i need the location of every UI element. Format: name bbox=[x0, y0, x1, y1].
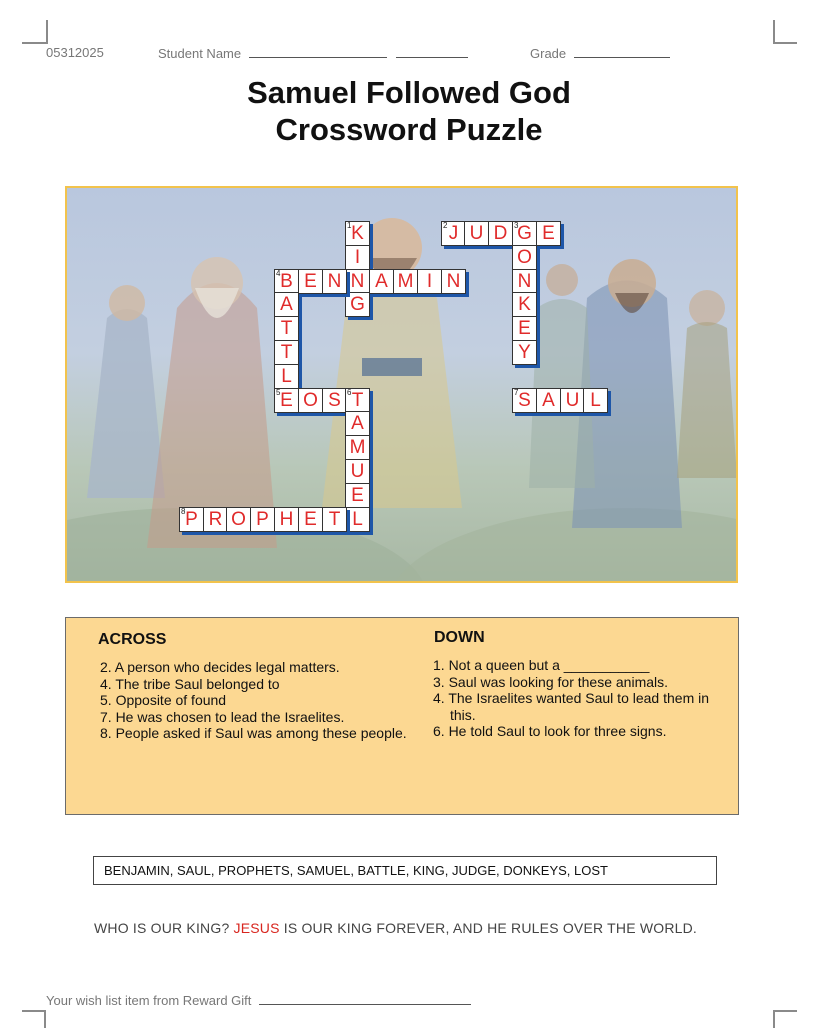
cell-letter: O bbox=[303, 390, 318, 411]
cell-letter: T bbox=[280, 342, 293, 363]
jesus-highlight: JESUS bbox=[233, 920, 280, 936]
crossword-cell[interactable] bbox=[322, 388, 347, 413]
background-illustration bbox=[67, 188, 738, 583]
clue-number: 5 bbox=[276, 388, 281, 397]
wish-list-blank[interactable] bbox=[259, 992, 471, 1005]
corner-mark-bottom-left bbox=[22, 1010, 46, 1028]
across-clue: 8. People asked if Saul was among these people. bbox=[100, 725, 407, 742]
student-name-label: Student Name bbox=[158, 46, 242, 61]
cell-letter: T bbox=[351, 390, 364, 411]
down-clue: 3. Saul was looking for these animals. bbox=[433, 673, 669, 690]
crossword-cell[interactable] bbox=[536, 221, 561, 246]
crossword-cell[interactable] bbox=[345, 459, 370, 484]
cell-letter: M bbox=[397, 271, 414, 292]
down-clue: 6. He told Saul to look for three signs. bbox=[433, 723, 667, 740]
crossword-cell[interactable] bbox=[464, 221, 489, 246]
cell-letter: K bbox=[351, 223, 364, 244]
down-clue-list bbox=[433, 657, 723, 740]
crossword-cell[interactable] bbox=[512, 292, 537, 317]
king-answer: IS OUR KING FOREVER, AND HE RULES OVER THE WORLD. bbox=[279, 920, 698, 936]
crossword-cell[interactable] bbox=[345, 411, 370, 436]
crossword-cell[interactable] bbox=[488, 221, 513, 246]
cell-letter: T bbox=[280, 318, 293, 339]
cell-letter: N bbox=[350, 271, 365, 292]
clue-number: 7 bbox=[514, 388, 519, 397]
cell-letter: H bbox=[279, 509, 294, 530]
cell-letter: A bbox=[280, 294, 293, 315]
crossword-cell[interactable] bbox=[512, 340, 537, 365]
student-name-blank-2[interactable] bbox=[396, 45, 468, 58]
crossword-cell[interactable] bbox=[512, 269, 537, 294]
clue-box bbox=[65, 617, 739, 815]
crossword-cell[interactable] bbox=[226, 507, 251, 532]
document-id: 05312025 bbox=[46, 45, 104, 60]
crossword-cell[interactable] bbox=[345, 507, 370, 532]
down-heading: DOWN bbox=[434, 629, 485, 646]
crossword-cell[interactable] bbox=[512, 245, 537, 270]
cell-letter: Y bbox=[518, 342, 531, 363]
cell-letter: K bbox=[518, 294, 531, 315]
cell-letter: D bbox=[493, 223, 508, 244]
cell-letter: O bbox=[517, 247, 532, 268]
cell-letter: O bbox=[231, 509, 246, 530]
cell-letter: N bbox=[446, 271, 461, 292]
cell-letter: E bbox=[542, 223, 555, 244]
grade-label: Grade bbox=[530, 46, 567, 61]
cell-letter: E bbox=[280, 390, 293, 411]
crossword-cell[interactable] bbox=[583, 388, 608, 413]
clue-number: 1 bbox=[347, 221, 352, 230]
crossword-cell[interactable] bbox=[274, 364, 299, 389]
across-clue-list bbox=[100, 659, 430, 742]
crossword-cell[interactable] bbox=[274, 507, 299, 532]
wish-list-label: Your wish list item from Reward Gift bbox=[46, 993, 252, 1008]
corner-mark-bottom-right bbox=[773, 1010, 797, 1028]
cell-letter: N bbox=[517, 271, 532, 292]
king-statement bbox=[94, 920, 697, 936]
cell-letter: L bbox=[352, 509, 363, 530]
crossword-cell[interactable] bbox=[274, 269, 299, 294]
grade-blank[interactable] bbox=[574, 45, 670, 58]
crossword-cell[interactable] bbox=[512, 221, 537, 246]
cell-letter: T bbox=[328, 509, 341, 530]
across-clue: 5. Opposite of found bbox=[100, 692, 227, 709]
cell-letter: P bbox=[256, 509, 269, 530]
crossword-cell[interactable] bbox=[274, 292, 299, 317]
crossword-illustration bbox=[65, 186, 738, 583]
crossword-cell[interactable] bbox=[274, 340, 299, 365]
cell-letter: I bbox=[426, 271, 433, 292]
cell-letter: A bbox=[351, 413, 364, 434]
cell-letter: I bbox=[354, 247, 361, 268]
across-clue: 2. A person who decides legal matters. bbox=[100, 659, 340, 675]
crossword-cell[interactable] bbox=[441, 221, 466, 246]
clue-number: 3 bbox=[514, 221, 519, 230]
corner-mark-top-left bbox=[22, 20, 48, 44]
word-bank: BENJAMIN, SAUL, PROPHETS, SAMUEL, BATTLE, KING, JUDGE, DONKEYS, LOST bbox=[93, 856, 717, 885]
crossword-cell[interactable] bbox=[417, 269, 442, 294]
crossword-cell[interactable] bbox=[322, 507, 347, 532]
grade-field[interactable] bbox=[530, 45, 670, 61]
cell-letter: E bbox=[518, 318, 531, 339]
down-clue: 4. The Israelites wanted Saul to lead them in this. bbox=[433, 690, 710, 723]
cell-letter: L bbox=[590, 390, 601, 411]
cell-letter: L bbox=[281, 366, 292, 387]
cell-letter: E bbox=[304, 271, 317, 292]
crossword-cell[interactable] bbox=[512, 316, 537, 341]
across-clue: 4. The tribe Saul belonged to bbox=[100, 675, 280, 692]
crossword-cell[interactable] bbox=[298, 507, 323, 532]
clue-number: 8 bbox=[181, 507, 186, 516]
cell-letter: B bbox=[280, 271, 293, 292]
cell-letter: U bbox=[350, 461, 365, 482]
cell-letter: G bbox=[350, 294, 365, 315]
cell-letter: E bbox=[304, 509, 317, 530]
cell-letter: S bbox=[328, 390, 341, 411]
king-question: WHO IS OUR KING? bbox=[94, 920, 234, 936]
cell-letter: U bbox=[469, 223, 484, 244]
cell-letter: M bbox=[349, 437, 366, 458]
cell-letter: U bbox=[565, 390, 580, 411]
crossword-cell[interactable] bbox=[512, 388, 537, 413]
crossword-cell[interactable] bbox=[560, 388, 585, 413]
cell-letter: E bbox=[351, 485, 364, 506]
cell-letter: G bbox=[517, 223, 532, 244]
crossword-cell[interactable] bbox=[345, 292, 370, 317]
crossword-cell[interactable] bbox=[250, 507, 275, 532]
corner-mark-top-right bbox=[773, 20, 797, 44]
title-line-2: Crossword Puzzle bbox=[275, 112, 543, 147]
wish-list-field[interactable] bbox=[46, 992, 471, 1008]
across-clue: 7. He was chosen to lead the Israelites. bbox=[100, 708, 345, 725]
clue-number: 6 bbox=[347, 388, 352, 397]
crossword-cell[interactable] bbox=[345, 269, 370, 294]
crossword-cell[interactable] bbox=[179, 507, 204, 532]
crossword-cell[interactable] bbox=[345, 245, 370, 270]
crossword-cell[interactable] bbox=[345, 435, 370, 460]
cell-letter: N bbox=[327, 271, 342, 292]
across-heading: ACROSS bbox=[98, 631, 167, 648]
crossword-cell[interactable] bbox=[298, 269, 323, 294]
crossword-cell[interactable] bbox=[536, 388, 561, 413]
crossword-cell[interactable] bbox=[393, 269, 418, 294]
cell-letter: A bbox=[375, 271, 388, 292]
crossword-cell[interactable] bbox=[274, 316, 299, 341]
clue-number: 4 bbox=[276, 269, 281, 278]
crossword-cell[interactable] bbox=[441, 269, 466, 294]
clue-number: 2 bbox=[443, 221, 448, 230]
cell-letter: P bbox=[185, 509, 198, 530]
cell-letter: A bbox=[542, 390, 555, 411]
crossword-cell[interactable] bbox=[345, 388, 370, 413]
student-name-field[interactable] bbox=[158, 45, 468, 61]
crossword-cell[interactable] bbox=[345, 483, 370, 508]
crossword-cell[interactable] bbox=[298, 388, 323, 413]
cell-letter: S bbox=[518, 390, 531, 411]
student-name-blank[interactable] bbox=[249, 45, 387, 58]
down-clue: 1. Not a queen but a ___________ bbox=[433, 657, 650, 673]
crossword-cell[interactable] bbox=[369, 269, 394, 294]
title-line-1: Samuel Followed God bbox=[247, 75, 571, 110]
crossword-cell[interactable] bbox=[203, 507, 228, 532]
crossword-cell[interactable] bbox=[345, 221, 370, 246]
crossword-cell[interactable] bbox=[322, 269, 347, 294]
cell-letter: J bbox=[448, 223, 459, 244]
crossword-cell[interactable] bbox=[274, 388, 299, 413]
cell-letter: R bbox=[208, 509, 223, 530]
